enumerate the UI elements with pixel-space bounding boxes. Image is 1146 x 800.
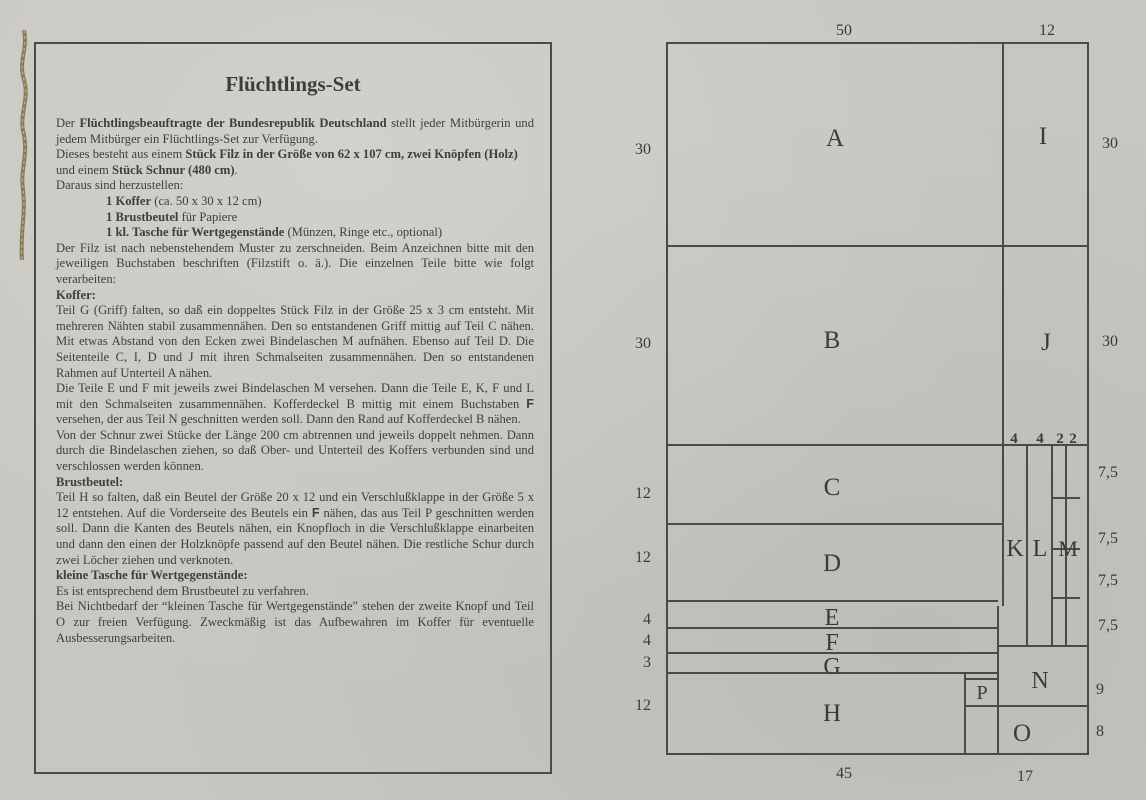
item-tasche-label: 1 kl. Tasche für Wertgegenstände (106, 225, 285, 240)
dim-left-c: 12 (635, 485, 651, 502)
intro-text-h: . (234, 162, 238, 177)
part-label-g: G (823, 654, 841, 680)
koffer-p2-a: Die Teile E und F mit jeweils zwei Bindelaschen M versehen. Dann die Teile E, K, F und L mit den Schmalseiten zusammennähen. Kofferdeckel B mittig mit einem Buchstaben (56, 381, 534, 411)
intro-text-f: und einem (56, 162, 112, 177)
dim-left-f: 4 (643, 632, 651, 649)
koffer-paragraph-1: Teil G (Griff) falten, so daß ein doppeltes Stück Filz in der Größe 25 x 3 cm entsteht. Mit mehreren Nähten stabil zusammennähen. Den so entstandenen Griff mittig auf Teil C nähen. Mit etwas Abstand von den Ecken zwei Bindelaschen M aufnähen. Ebenso auf Teil D. Die Seitenteile C, I, D und J mit ihren Schmalseiten zusammennähen. Den so entstandenen Rahmen auf Unterteil A nähen. (56, 303, 534, 380)
dim-right-m4: 7,5 (1098, 617, 1118, 634)
part-label-p: P (976, 682, 988, 704)
brustbeutel-p1-letter: F (311, 505, 320, 520)
part-label-i: I (1038, 123, 1048, 150)
part-label-k: K (1006, 536, 1024, 562)
koffer-p2-c: versehen, der aus Teil N geschnitten werden soll. Dann den Rand auf Kofferdeckel B nähen. (56, 412, 521, 427)
dim-top-12: 12 (1039, 22, 1055, 39)
filz-paragraph: Der Filz ist nach nebenstehendem Muster zu zerschneiden. Beim Anzeichnen bitte mit den jeweiligen Buchstaben beschriften (Filzstift o. ä.). Die einzelnen Teile bitte wie folgt verarbeiten: (56, 240, 534, 286)
tasche-paragraph-1: Es ist entsprechend dem Brustbeutel zu verfahren. (56, 583, 309, 598)
item-koffer-label: 1 Koffer (106, 193, 152, 208)
dim-bottom-17: 17 (1017, 768, 1033, 785)
dim-inner-m2: 2 (1069, 431, 1077, 447)
dim-right-m3: 7,5 (1098, 572, 1118, 589)
part-label-b: B (823, 327, 841, 354)
produce-line: Daraus sind herzustellen: (56, 178, 184, 193)
intro-text-b: Flüchtlingsbeauftragte der Bundesrepublik Deutschland (79, 116, 387, 130)
dim-inner-k: 4 (1010, 431, 1018, 447)
part-label-d: D (822, 550, 842, 577)
dim-left-a: 30 (635, 141, 651, 158)
dim-right-o: 8 (1096, 723, 1104, 740)
dim-inner-l: 4 (1036, 431, 1044, 447)
item-brustbeutel-label: 1 Brustbeutel (106, 209, 179, 224)
koffer-p2-letter: F (526, 396, 534, 411)
part-label-f: F (825, 630, 839, 656)
brustbeutel-p1-a: Teil H so falten, daß ein Beutel der Größe 20 x 12 und ein Verschlußklappe in der Größe 5 x 12 entstehen. Auf die Vorderseite des Beutels ein (56, 490, 534, 520)
tasche-heading: kleine Tasche für Wertgegenstände: (56, 568, 248, 583)
intro-text-c: stellt jeder Mitbürgerin und jedem Mitbürger ein Flüchtlings-Set zur Verfügung. (56, 116, 534, 146)
dim-right-m2: 7,5 (1098, 530, 1118, 547)
item-tasche-detail: (Münzen, Ringe etc., optional) (284, 225, 443, 240)
dim-left-h: 12 (635, 697, 651, 714)
dim-left-b: 30 (635, 335, 651, 352)
part-label-c: C (823, 474, 841, 501)
intro-text-g: Stück Schnur (480 cm) (111, 162, 235, 177)
brustbeutel-heading: Brustbeutel: (56, 474, 124, 489)
item-koffer-detail: (ca. 50 x 30 x 12 cm) (151, 193, 262, 208)
dim-right-j: 30 (1102, 333, 1118, 350)
dim-left-g: 3 (643, 654, 651, 671)
item-brustbeutel-detail: für Papiere (178, 209, 238, 224)
dim-bottom-45: 45 (836, 765, 852, 782)
koffer-heading: Koffer: (56, 287, 96, 302)
part-label-j: J (1041, 329, 1051, 356)
tasche-paragraph-2: Bei Nichtbedarf der “kleinen Tasche für Wertgegenstände” stehen der zweite Knopf und Teil O zur freien Verfügung. Zweckmäßig ist das Aufbewahren im Koffer für eventuelle Ausbesserungsarbeiten. (56, 599, 534, 645)
intro-text-a: Der (56, 116, 80, 130)
koffer-paragraph-3: Von der Schnur zwei Stücke der Länge 200 cm abtrennen und jeweils doppelt nehmen. Dann durch die Bindelaschen ziehen, so daß Ober- und Unterteil des Koffers verbunden sind und verschlossen werden können. (56, 427, 534, 474)
pattern-outline (667, 43, 1088, 754)
part-label-h: H (822, 700, 842, 727)
dim-left-d: 12 (635, 549, 651, 566)
dim-top-50: 50 (836, 22, 852, 39)
intro-text-d: Dieses besteht aus einem (56, 147, 186, 162)
dim-right-n: 9 (1096, 681, 1104, 698)
page-title: Flüchtlings-Set (225, 72, 361, 96)
dim-left-e: 4 (643, 611, 651, 628)
dim-right-m1: 7,5 (1098, 464, 1118, 481)
part-label-n: N (1031, 668, 1049, 694)
part-label-o: O (1012, 720, 1032, 747)
part-label-l: L (1032, 536, 1048, 562)
intro-text-e: Stück Filz in der Größe von 62 x 107 cm, zwei Knöpfen (Holz) (185, 147, 518, 162)
brustbeutel-p1-c: nähen, das aus Teil P geschnitten werden soll. Dann die Kanten des Beutels nähen, ein Knopfloch in die Verschlußklappe einarbeiten und dann den einen der Holzknöpfe passend auf den Beutel nähen. Die restliche Schur durch zwei Löcher ziehen und verknoten. (56, 505, 534, 567)
dim-right-i: 30 (1102, 135, 1118, 152)
part-label-e: E (824, 605, 840, 631)
part-label-m: M (1058, 536, 1078, 561)
part-label-a: A (825, 125, 845, 152)
dim-inner-m1: 2 (1056, 431, 1064, 447)
